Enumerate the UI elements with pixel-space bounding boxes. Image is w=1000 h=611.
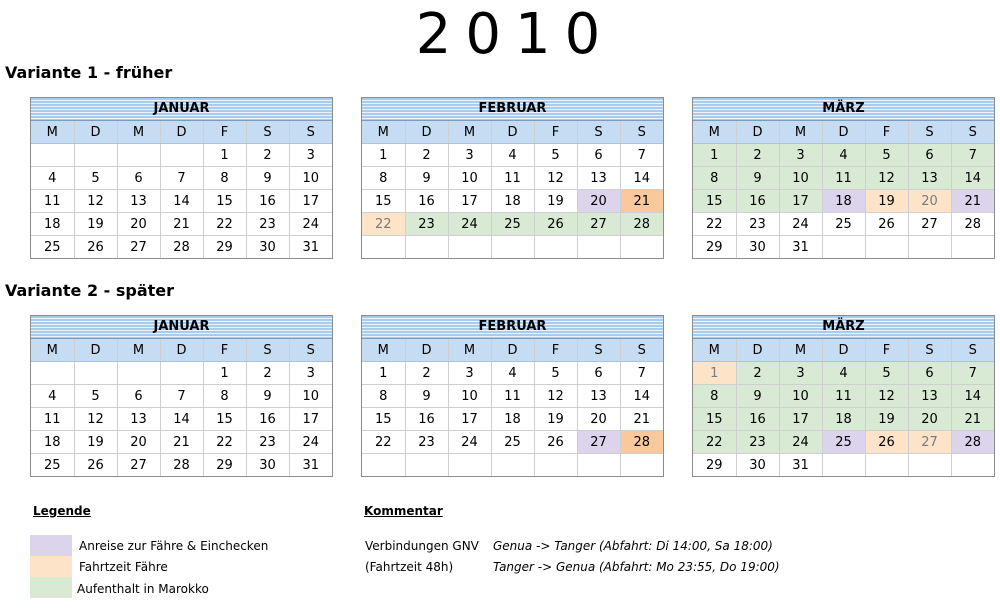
- day-cell: 14: [620, 167, 663, 190]
- empty-cell: [491, 236, 534, 259]
- calendar-v1-maerz: [692, 97, 995, 259]
- month-header: JANUAR: [31, 98, 332, 121]
- month-header: JANUAR: [31, 316, 332, 339]
- day-cell: 25: [31, 454, 74, 477]
- day-cell: 8: [693, 167, 736, 190]
- kommentar-abfahrt-zurueck: (Abfahrt: Mo 23:55, Do 19:00): [599, 560, 780, 574]
- day-cell: 15: [203, 190, 246, 213]
- weekday-label: S: [246, 339, 289, 362]
- day-cell: 22: [203, 213, 246, 236]
- empty-cell: [534, 454, 577, 477]
- day-cell: 6: [908, 144, 951, 167]
- day-cell: 20: [117, 213, 160, 236]
- weekday-label: D: [160, 121, 203, 144]
- day-cell: 26: [534, 431, 577, 454]
- day-cell: 23: [405, 213, 448, 236]
- day-cell: 23: [736, 431, 779, 454]
- weekday-label: D: [736, 339, 779, 362]
- empty-cell: [822, 454, 865, 477]
- calendar-v2-januar: [30, 315, 333, 477]
- empty-cell: [448, 454, 491, 477]
- day-cell: 22: [693, 431, 736, 454]
- day-cell: 28: [620, 213, 663, 236]
- weekday-label: S: [289, 339, 332, 362]
- day-cell: 13: [577, 167, 620, 190]
- day-cell: 12: [74, 408, 117, 431]
- day-cell: 20: [908, 190, 951, 213]
- legend-label-fahrtzeit: Fahrtzeit Fähre: [79, 560, 168, 574]
- day-cell: 4: [31, 385, 74, 408]
- calendar-v1-februar: [361, 97, 664, 259]
- weekday-label: S: [951, 339, 994, 362]
- day-cell: 4: [31, 167, 74, 190]
- day-cell: 27: [117, 236, 160, 259]
- day-cell: 14: [160, 408, 203, 431]
- day-cell: 23: [405, 431, 448, 454]
- empty-cell: [822, 236, 865, 259]
- month-grid: [362, 339, 663, 476]
- day-cell: 18: [491, 190, 534, 213]
- month-grid: [693, 339, 994, 476]
- weekday-label: D: [736, 121, 779, 144]
- day-cell: 2: [736, 362, 779, 385]
- year-title: 2010: [415, 2, 615, 67]
- empty-cell: [31, 144, 74, 167]
- day-cell: 16: [405, 190, 448, 213]
- kommentar-verbindungen: Verbindungen GNV: [365, 539, 479, 553]
- weekday-label: M: [448, 339, 491, 362]
- weekday-label: S: [577, 339, 620, 362]
- day-cell: 29: [203, 454, 246, 477]
- day-cell: 2: [246, 144, 289, 167]
- day-cell: 29: [203, 236, 246, 259]
- kommentar-fahrtzeit: (Fahrtzeit 48h): [365, 560, 454, 574]
- day-cell: 30: [736, 454, 779, 477]
- day-cell: 5: [74, 385, 117, 408]
- day-cell: 21: [620, 408, 663, 431]
- empty-cell: [620, 454, 663, 477]
- empty-cell: [74, 144, 117, 167]
- day-cell: 17: [779, 408, 822, 431]
- weekday-label: S: [577, 121, 620, 144]
- empty-cell: [865, 454, 908, 477]
- day-cell: 20: [908, 408, 951, 431]
- empty-cell: [491, 454, 534, 477]
- day-cell: 22: [693, 213, 736, 236]
- calendar-v2-maerz: [692, 315, 995, 477]
- weekday-label: S: [908, 339, 951, 362]
- weekday-label: D: [491, 339, 534, 362]
- day-cell: 30: [246, 454, 289, 477]
- empty-cell: [117, 144, 160, 167]
- day-cell: 3: [779, 362, 822, 385]
- empty-cell: [117, 362, 160, 385]
- day-cell: 27: [117, 454, 160, 477]
- day-cell: 2: [405, 362, 448, 385]
- day-cell: 1: [203, 144, 246, 167]
- day-cell: 8: [693, 385, 736, 408]
- day-cell: 19: [74, 213, 117, 236]
- weekday-label: M: [31, 339, 74, 362]
- empty-cell: [31, 362, 74, 385]
- day-cell: 24: [448, 431, 491, 454]
- day-cell: 12: [534, 385, 577, 408]
- empty-cell: [534, 236, 577, 259]
- day-cell: 12: [74, 190, 117, 213]
- day-cell: 1: [693, 362, 736, 385]
- day-cell: 5: [865, 144, 908, 167]
- day-cell: 19: [534, 408, 577, 431]
- day-cell: 19: [865, 190, 908, 213]
- day-cell: 14: [620, 385, 663, 408]
- day-cell: 28: [160, 454, 203, 477]
- day-cell: 31: [779, 236, 822, 259]
- day-cell: 10: [779, 385, 822, 408]
- weekday-label: D: [822, 339, 865, 362]
- day-cell: 8: [203, 385, 246, 408]
- day-cell: 21: [160, 431, 203, 454]
- day-cell: 22: [362, 213, 405, 236]
- weekday-label: F: [534, 339, 577, 362]
- legend-label-aufenthalt: Aufenthalt in Marokko: [77, 582, 209, 596]
- day-cell: 10: [448, 167, 491, 190]
- day-cell: 22: [362, 431, 405, 454]
- weekday-label: F: [865, 339, 908, 362]
- day-cell: 9: [405, 385, 448, 408]
- day-cell: 30: [736, 236, 779, 259]
- day-cell: 31: [302, 239, 320, 255]
- day-cell: 3: [448, 144, 491, 167]
- day-cell: 21: [951, 408, 994, 431]
- weekday-label: S: [620, 121, 663, 144]
- day-cell: 10: [779, 167, 822, 190]
- weekday-label: M: [779, 339, 822, 362]
- month-header: FEBRUAR: [362, 316, 663, 339]
- day-cell: 4: [822, 144, 865, 167]
- day-cell: 22: [203, 431, 246, 454]
- day-cell: 4: [491, 144, 534, 167]
- weekday-label: M: [693, 339, 736, 362]
- day-cell: 6: [577, 362, 620, 385]
- day-cell: 7: [160, 385, 203, 408]
- weekday-label: M: [362, 339, 405, 362]
- day-cell: 5: [865, 362, 908, 385]
- weekday-label: F: [203, 121, 246, 144]
- weekday-label: M: [117, 121, 160, 144]
- day-cell: 3: [779, 144, 822, 167]
- empty-cell: [448, 236, 491, 259]
- day-cell: 13: [117, 190, 160, 213]
- day-cell: 31: [779, 454, 822, 477]
- day-cell: 3: [448, 362, 491, 385]
- day-cell: 27: [577, 431, 620, 454]
- day-cell: 7: [620, 362, 663, 385]
- day-cell: 14: [951, 385, 994, 408]
- weekday-label: D: [160, 339, 203, 362]
- day-cell: 10: [448, 385, 491, 408]
- variant-2-title: Variante 2 - später: [5, 281, 175, 300]
- kommentar-route-zurueck: Tanger -> Genua: [493, 560, 596, 574]
- day-cell: 13: [577, 385, 620, 408]
- day-cell: 28: [951, 431, 994, 454]
- day-cell: 1: [362, 144, 405, 167]
- empty-cell: [620, 236, 663, 259]
- day-cell: 14: [160, 190, 203, 213]
- day-cell: 12: [534, 167, 577, 190]
- day-cell: 23: [736, 213, 779, 236]
- day-cell: 12: [865, 167, 908, 190]
- day-cell: 18: [31, 431, 74, 454]
- day-cell: 11: [31, 190, 74, 213]
- legend-label-anreise: Anreise zur Fähre & Einchecken: [79, 539, 269, 553]
- day-cell: 6: [117, 385, 160, 408]
- day-cell: 25: [822, 431, 865, 454]
- day-cell: 10: [289, 167, 332, 190]
- day-cell: 25: [822, 213, 865, 236]
- day-cell: 9: [736, 167, 779, 190]
- day-cell: 24: [448, 213, 491, 236]
- calendar-v2-februar: [361, 315, 664, 477]
- day-cell: 7: [951, 144, 994, 167]
- weekday-label: D: [74, 121, 117, 144]
- day-cell: 16: [736, 190, 779, 213]
- day-cell: 23: [246, 213, 289, 236]
- day-cell: 5: [534, 362, 577, 385]
- month-grid: [31, 121, 332, 258]
- day-cell: 15: [693, 408, 736, 431]
- month-header: MÄRZ: [693, 316, 994, 339]
- weekday-label: S: [289, 121, 332, 144]
- day-cell: 5: [74, 167, 117, 190]
- weekday-label: M: [448, 121, 491, 144]
- empty-cell: [951, 454, 994, 477]
- weekday-label: F: [865, 121, 908, 144]
- day-cell: 13: [908, 167, 951, 190]
- day-cell: 11: [491, 385, 534, 408]
- weekday-label: D: [491, 121, 534, 144]
- weekday-label: S: [908, 121, 951, 144]
- month-header: MÄRZ: [693, 98, 994, 121]
- day-cell: 25: [31, 236, 74, 259]
- empty-cell: [577, 236, 620, 259]
- weekday-label: M: [117, 339, 160, 362]
- day-cell: 28: [160, 236, 203, 259]
- day-cell: 28: [620, 431, 663, 454]
- kommentar-route-hin: Genua -> Tanger: [493, 539, 596, 553]
- empty-cell: [362, 236, 405, 259]
- kommentar-title: Kommentar: [364, 504, 443, 518]
- empty-cell: [951, 236, 994, 259]
- day-cell: 9: [736, 385, 779, 408]
- day-cell: 6: [117, 167, 160, 190]
- day-cell: 20: [117, 431, 160, 454]
- day-cell: 9: [246, 385, 289, 408]
- day-cell: 31: [302, 457, 320, 473]
- day-cell: 26: [74, 454, 117, 477]
- empty-cell: [160, 362, 203, 385]
- empty-cell: [405, 236, 448, 259]
- day-cell: 27: [577, 213, 620, 236]
- empty-cell: [160, 144, 203, 167]
- day-cell: 16: [405, 408, 448, 431]
- day-cell: 28: [951, 213, 994, 236]
- day-cell: 24: [289, 213, 332, 236]
- day-cell: 25: [491, 431, 534, 454]
- empty-cell: [865, 236, 908, 259]
- day-cell: 8: [362, 385, 405, 408]
- day-cell: 18: [822, 190, 865, 213]
- day-cell: 12: [865, 385, 908, 408]
- day-cell: 6: [908, 362, 951, 385]
- day-cell: 24: [779, 213, 822, 236]
- day-cell: 19: [534, 190, 577, 213]
- day-cell: 24: [779, 431, 822, 454]
- day-cell: 16: [736, 408, 779, 431]
- day-cell: 24: [289, 431, 332, 454]
- weekday-label: D: [405, 121, 448, 144]
- day-cell: 7: [160, 167, 203, 190]
- day-cell: 15: [362, 190, 405, 213]
- month-header: FEBRUAR: [362, 98, 663, 121]
- day-cell: 4: [822, 362, 865, 385]
- weekday-label: F: [534, 121, 577, 144]
- variant-1-title: Variante 1 - früher: [5, 63, 173, 82]
- day-cell: 6: [577, 144, 620, 167]
- day-cell: 7: [951, 362, 994, 385]
- weekday-label: M: [779, 121, 822, 144]
- day-cell: 2: [405, 144, 448, 167]
- month-grid: [362, 121, 663, 258]
- day-cell: 18: [31, 213, 74, 236]
- day-cell: 17: [448, 408, 491, 431]
- kommentar-abfahrt-hin: (Abfahrt: Di 14:00, Sa 18:00): [599, 539, 773, 553]
- day-cell: 16: [246, 408, 289, 431]
- day-cell: 27: [908, 213, 951, 236]
- legend-swatch-fahrtzeit: [30, 556, 72, 577]
- empty-cell: [362, 454, 405, 477]
- day-cell: 21: [951, 190, 994, 213]
- day-cell: 15: [362, 408, 405, 431]
- day-cell: 11: [491, 167, 534, 190]
- day-cell: 17: [289, 408, 332, 431]
- day-cell: 11: [822, 167, 865, 190]
- day-cell: 26: [74, 236, 117, 259]
- day-cell: 1: [693, 144, 736, 167]
- calendar-v1-januar: [30, 97, 333, 259]
- day-cell: 20: [577, 408, 620, 431]
- legend-swatch-aufenthalt: [30, 577, 72, 598]
- empty-cell: [405, 454, 448, 477]
- day-cell: 5: [534, 144, 577, 167]
- empty-cell: [74, 362, 117, 385]
- day-cell: 18: [822, 408, 865, 431]
- empty-cell: [908, 236, 951, 259]
- month-grid: [693, 121, 994, 258]
- day-cell: 21: [160, 213, 203, 236]
- weekday-label: M: [31, 121, 74, 144]
- day-cell: 14: [951, 167, 994, 190]
- day-cell: 9: [405, 167, 448, 190]
- weekday-label: S: [951, 121, 994, 144]
- weekday-label: M: [693, 121, 736, 144]
- day-cell: 3: [289, 362, 332, 385]
- day-cell: 29: [693, 454, 736, 477]
- day-cell: 8: [203, 167, 246, 190]
- weekday-label: D: [822, 121, 865, 144]
- day-cell: 18: [491, 408, 534, 431]
- day-cell: 26: [865, 213, 908, 236]
- day-cell: 20: [577, 190, 620, 213]
- day-cell: 13: [117, 408, 160, 431]
- day-cell: 10: [289, 385, 332, 408]
- day-cell: 1: [362, 362, 405, 385]
- day-cell: 8: [362, 167, 405, 190]
- day-cell: 3: [289, 144, 332, 167]
- weekday-label: D: [74, 339, 117, 362]
- day-cell: 26: [534, 213, 577, 236]
- day-cell: 4: [491, 362, 534, 385]
- day-cell: 1: [203, 362, 246, 385]
- weekday-label: S: [620, 339, 663, 362]
- day-cell: 2: [246, 362, 289, 385]
- day-cell: 16: [246, 190, 289, 213]
- day-cell: 9: [246, 167, 289, 190]
- day-cell: 2: [736, 144, 779, 167]
- day-cell: 23: [246, 431, 289, 454]
- weekday-label: S: [246, 121, 289, 144]
- weekday-label: F: [203, 339, 246, 362]
- legend-swatch-anreise: [30, 535, 72, 556]
- legend-title: Legende: [33, 504, 91, 518]
- day-cell: 21: [620, 190, 663, 213]
- day-cell: 15: [693, 190, 736, 213]
- day-cell: 19: [865, 408, 908, 431]
- day-cell: 26: [865, 431, 908, 454]
- weekday-label: D: [405, 339, 448, 362]
- day-cell: 11: [822, 385, 865, 408]
- day-cell: 11: [31, 408, 74, 431]
- day-cell: 15: [203, 408, 246, 431]
- day-cell: 19: [74, 431, 117, 454]
- day-cell: 27: [908, 431, 951, 454]
- empty-cell: [577, 454, 620, 477]
- month-grid: [31, 339, 332, 476]
- day-cell: 17: [448, 190, 491, 213]
- day-cell: 25: [491, 213, 534, 236]
- day-cell: 7: [620, 144, 663, 167]
- empty-cell: [908, 454, 951, 477]
- day-cell: 13: [908, 385, 951, 408]
- day-cell: 30: [246, 236, 289, 259]
- day-cell: 29: [693, 236, 736, 259]
- weekday-label: M: [362, 121, 405, 144]
- day-cell: 17: [289, 190, 332, 213]
- day-cell: 17: [779, 190, 822, 213]
